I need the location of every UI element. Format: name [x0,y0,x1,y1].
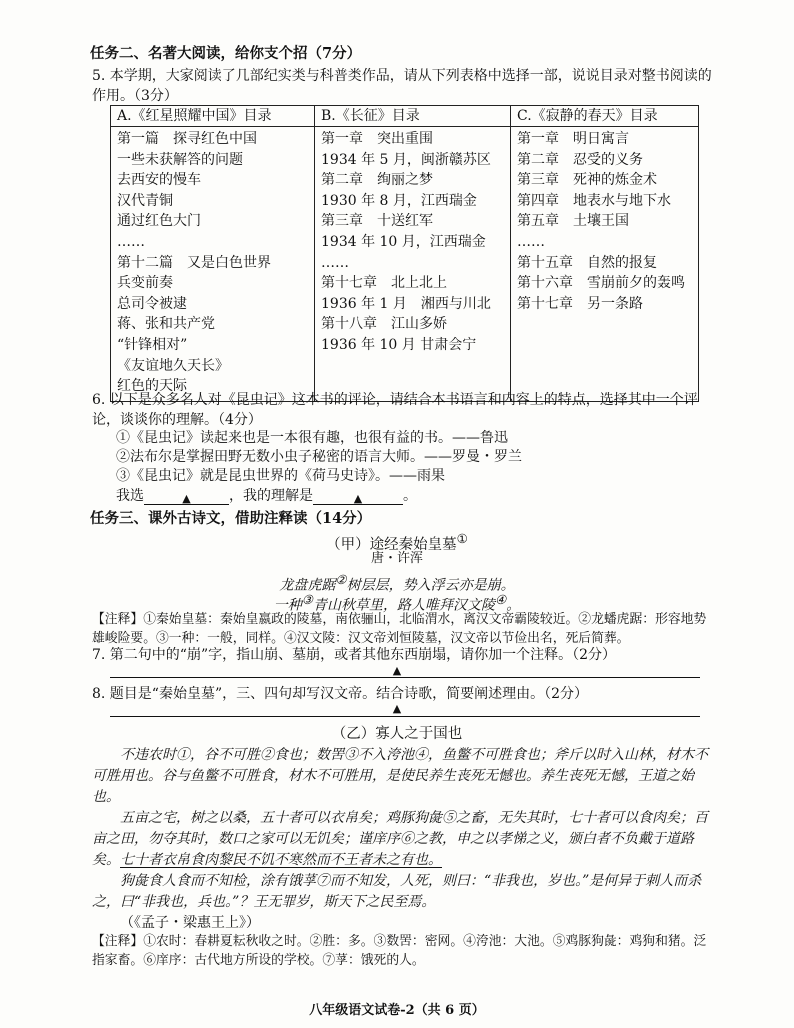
toc-item: 第一篇 探寻红色中国 [117,131,257,147]
poem-author: 唐・许浑 [370,551,423,566]
choose-mid: ，我的理解是 [229,488,313,504]
understanding-blank[interactable] [313,488,403,505]
prose-annotation: 【注释】①农时：春耕夏耘秋收之时。②胜：多。③数罟：密网。④洿池：大池。⑤鸡豚狗彘：鸡狗和猪。泛指家畜。⑥庠序：古代地方所设的学校。⑦莩：饿死的人。 [92,934,707,968]
toc-item: 第三章 十送红军 [321,213,433,230]
page-footer: 八年级语文试卷-2（共 6 页） [309,1003,485,1018]
prose-paragraph-1: 不违农时①，谷不可胜②食也；数罟③不入洿池④，鱼鳖不可胜食也；斧斤以时入山林，材木不可胜用也。谷与鱼鳖不可胜食，材木不可胜用，是使民养生丧死无憾也。养生丧死无憾，王道之始也。 [92,747,708,805]
question-8: 8. 题目是“秦始皇墓”，三、四句却写汉文帝。结合诗歌，简要阐述理由。（2分） [92,686,589,702]
toc-item: 第二章 绚丽之梦 [321,172,433,189]
prose-paragraph-2: 五亩之宅，树之以桑，五十者可以衣帛矣；鸡豚狗彘⑤之畜，无失其时，七十者可以食肉矣；百亩之田，勿夺其时，数口之家可以无饥矣；谨庠序⑥之教，申之以孝悌之义，颁白者不负戴于道路矣。七十者衣帛食肉黎民不饥不寒然而不王者未之有也。 [92,810,708,868]
quote-3: ③《昆虫记》就是昆虫世界的《荷马史诗》。——雨果 [116,468,445,484]
toc-item: 兵变前奏 [117,275,173,292]
toc-item: 1936 年 1 月 湘西与川北 [321,295,491,312]
toc-item: 1934 年 5 月，闽浙赣苏区 [321,151,491,168]
prose-title: （乙）寡人之于国也 [331,726,463,742]
column-a [111,127,315,402]
table-of-contents [110,105,699,402]
toc-item: …… [517,233,545,250]
header-b: B.《长征》目录 [315,106,511,127]
toc-item: 第十七章 另一条路 [517,295,643,312]
prose-text [92,745,712,934]
toc-item: 第三章 死神的炼金术 [517,172,657,189]
column-b [315,127,511,402]
toc-item: 1936 年 10 月 甘肃会宁 [321,336,477,353]
triangle-icon: ▲ [353,492,363,505]
toc-item: …… [117,233,145,250]
toc-item: 去西安的慢车 [117,172,201,189]
toc-item: 第十二篇 又是白色世界 [117,254,271,271]
toc-item: 蒋、张和共产党 [117,316,215,333]
toc-item: 第四章 地表水与地下水 [517,192,671,209]
toc-item: …… [321,254,349,271]
choose-prefix: 我选 [116,488,144,504]
poem-title: （甲）途经秦始皇墓① [326,531,468,553]
question-7: 7. 第二句中的“崩”字，指山崩、墓崩，或者其他东西崩塌，请你加一个注释。（2分） [92,647,617,663]
underlined-sentence: 七十者衣帛食肉黎民不饥不寒然而不王者未之有也。 [120,852,442,868]
toc-item: 汉代青铜 [117,192,173,209]
toc-item: 1930 年 8 月，江西瑞金 [321,192,477,209]
toc-item: 《友谊地久天长》 [117,357,229,374]
question-5: 5. 本学期，大家阅读了几部纪实类与科普类作品，请从下列表格中选择一部，说说目录对整书阅读的作用。（3分） [92,68,712,104]
toc-item: “针锋相对” [117,336,188,353]
question-6: 6. 以下是众多名人对《昆虫记》这本书的评论，请结合本书语言和内容上的特点，选择其中一个评论，谈谈你的理解。（4分） [92,392,698,428]
toc-item: 红色的天际 [117,378,187,395]
triangle-icon: ▲ [392,664,402,677]
toc-item: 第一章 突出重围 [321,131,433,147]
toc-item: 第十五章 自然的报复 [517,254,657,271]
toc-item: 第二章 忍受的义务 [517,151,643,168]
header-a: A.《红星照耀中国》目录 [111,106,315,127]
toc-item: 第一章 明日寓言 [517,131,629,147]
column-c [511,127,699,402]
triangle-icon: ▲ [392,702,402,715]
poem-line-2: 一种③青山秋草里，路人唯拜汉文陵④。 [273,592,521,614]
choice-blank[interactable] [144,488,229,505]
toc-item: 一些未获解答的问题 [117,151,243,168]
quote-2: ②法布尔是掌握田野无数小虫子秘密的语言大师。——罗曼・罗兰 [116,449,522,465]
toc-item: 第五章 土壤王国 [517,213,629,230]
toc-item: 通过红色大门 [117,213,201,230]
quote-1: ①《昆虫记》读起来也是一本很有趣，也很有益的书。——鲁迅 [116,430,508,446]
toc-item: 第十七章 北上北上 [321,275,447,292]
task2-heading: 任务二、名著大阅读，给你支个招（7分） [90,45,362,62]
prose-source: （《孟子・梁惠王上》） [120,915,260,931]
triangle-icon: ▲ [182,492,191,505]
toc-item: 第十八章 江山多娇 [321,316,447,333]
prose-paragraph-3: 狗彘食人食而不知检，涂有饿莩⑦而不知发，人死，则曰：“非我也，岁也。”是何异于刺人而杀之，曰“非我也，兵也。”？王无罪岁，斯天下之民至焉。 [92,873,702,910]
answer-line-8[interactable] [110,716,700,717]
task3-heading: 任务三、课外古诗文，借助注释读（14分） [90,510,372,527]
choose-suffix: 。 [403,488,417,504]
toc-item: 1934 年 10 月，江西瑞金 [321,233,486,250]
poem-line-1: 龙盘虎踞②树层层，势入浮云亦是崩。 [279,572,515,594]
answer-choice-line [116,486,417,506]
toc-item: 第十六章 雪崩前夕的轰鸣 [517,275,685,292]
answer-line-7[interactable] [110,677,700,678]
poem-annotation: 【注释】①秦始皇墓：秦始皇嬴政的陵墓，南依骊山，北临渭水，离汉文帝霸陵较近。②龙蟠虎踞：形容地势雄峻险要。③一种：一般，同样。④汉文陵：汉文帝刘恒陵墓，汉文帝以节俭出名，死后简葬。 [92,612,707,646]
toc-item: 总司令被逮 [117,295,187,312]
header-c: C.《寂静的春天》目录 [511,106,699,127]
